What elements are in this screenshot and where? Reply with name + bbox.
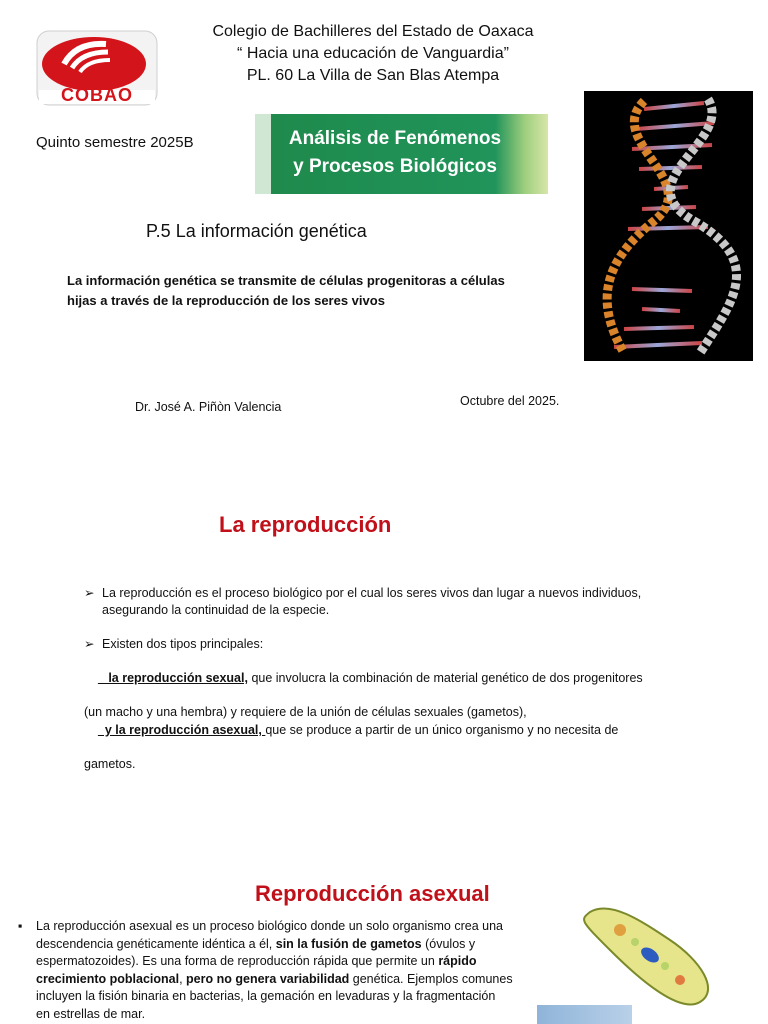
cobao-logo <box>36 30 158 106</box>
semester-label: Quinto semestre 2025B <box>36 134 194 151</box>
square-bullet-icon: ▪ <box>18 919 23 933</box>
asexual-line1: La reproducción asexual es un proceso biológico donde un solo organismo crea una <box>36 919 503 933</box>
paramecium-illustration <box>580 900 730 1010</box>
bullet2-text: Existen dos tipos principales: <box>102 637 264 651</box>
sexual-reproduction-desc: que involucra la combinación de material genético de dos progenitores <box>247 671 643 685</box>
asexual-line5: incluyen la fisión binaria en bacterias, la gemación en levaduras y la fragmentación <box>36 989 496 1003</box>
bullet-reproduction-definition <box>84 585 724 619</box>
dna-double-helix-image <box>584 91 753 361</box>
practice-title: P.5 La información genética <box>146 221 367 241</box>
asexual-paragraph <box>18 918 523 1023</box>
asexual-reproduction-desc: que se produce a partir de un único organismo y no necesita de <box>265 723 619 737</box>
asexual-reproduction-term: y la reproducción asexual, <box>97 723 266 737</box>
banner-line2: y Procesos Biológicos <box>293 156 497 177</box>
logo-text: COBAO <box>61 85 133 105</box>
school-location: PL. 60 La Villa de San Blas Atempa <box>246 67 500 84</box>
section-title-reproduction: La reproducción <box>219 512 392 537</box>
asexual-line4a: crecimiento poblacional <box>36 971 180 986</box>
school-name: Colegio de Bachilleres del Estado de Oaxaca <box>212 23 534 40</box>
asexual-reproduction-line2: gametos. <box>84 757 136 771</box>
arrow-bullet-icon: ➢ <box>84 586 95 600</box>
banner-line1: Análisis de Fenómenos <box>288 128 502 149</box>
asexual-line3a: espermatozoides). Es una forma de reproducción rápida que permite un <box>36 954 439 968</box>
asexual-line4b: , <box>179 971 187 986</box>
section-title-asexual: Reproducción asexual <box>255 881 490 906</box>
sexual-reproduction-term: la reproducción sexual, <box>97 671 248 685</box>
asexual-line2b: sin la fusión de gametos <box>275 936 422 951</box>
document-date: Octubre del 2025. <box>460 394 560 408</box>
school-motto: “ Hacia una educación de Vanguardia” <box>237 45 509 62</box>
asexual-reproduction-paragraph <box>84 705 724 773</box>
microscope-photo <box>537 1005 632 1024</box>
bullet1-line2: asegurando la continuidad de la especie. <box>102 603 330 617</box>
topic-subtitle-line2: hijas a través de la reproducción de los seres vivos <box>67 293 385 308</box>
arrow-bullet-icon: ➢ <box>84 637 95 651</box>
bullet1-line1: La reproducción es el proceso biológico por el cual los seres vivos dan lugar a nuevos individuos, <box>102 586 642 600</box>
topic-subtitle-line1: La información genética se transmite de células progenitoras a células <box>67 273 505 288</box>
asexual-line3b: rápido <box>438 954 477 968</box>
author-name: Dr. José A. Piñòn Valencia <box>135 400 282 414</box>
sexual-reproduction-line2: (un macho y una hembra) y requiere de la unión de células sexuales (gametos), <box>84 705 527 719</box>
asexual-line4d: genética. Ejemplos comunes <box>349 971 513 986</box>
asexual-line2a: descendencia genéticamente idéntica a él, <box>36 936 276 951</box>
asexual-line4c: pero no genera variabilidad <box>186 971 350 986</box>
course-banner <box>255 114 548 194</box>
asexual-line6: en estrellas de mar. <box>36 1006 146 1021</box>
sexual-reproduction-line <box>84 653 724 704</box>
asexual-line2c: (óvulos y <box>421 936 476 951</box>
